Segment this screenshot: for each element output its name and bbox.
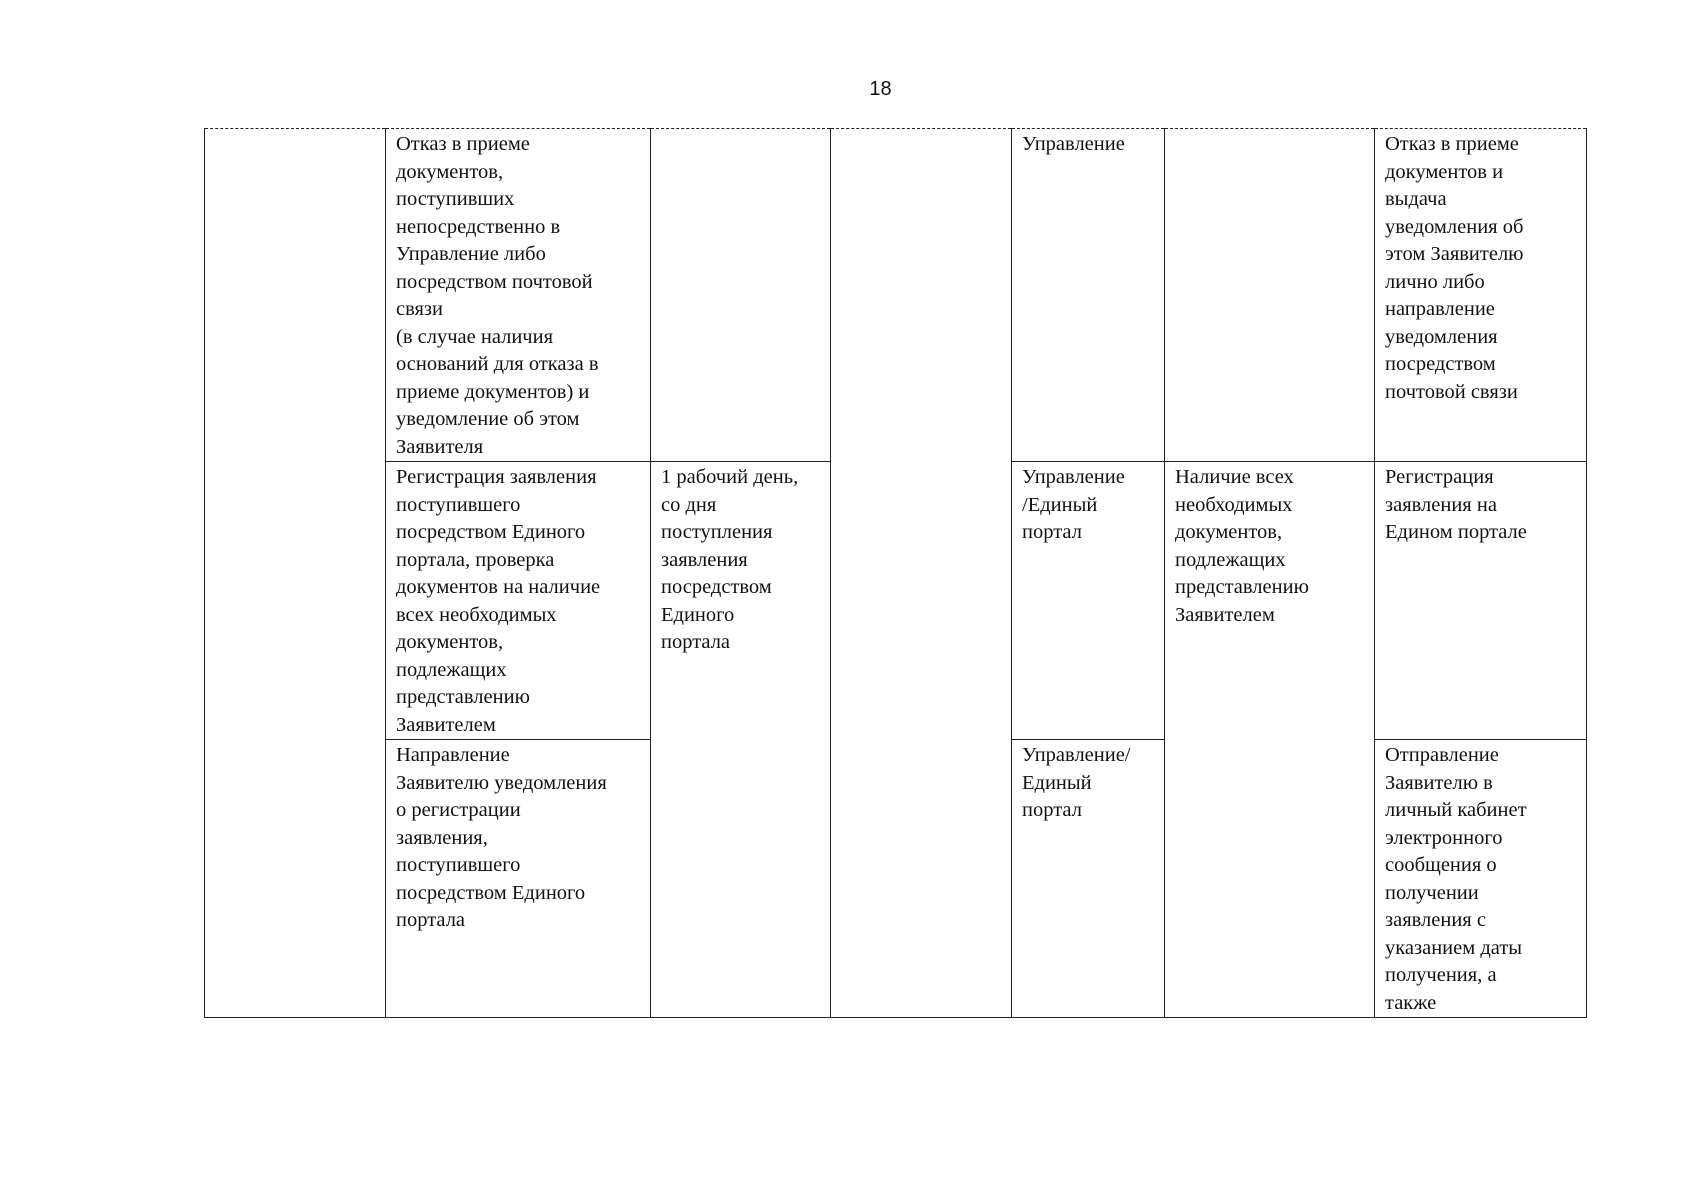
official-cell bbox=[831, 129, 1012, 1018]
result-cell: Отправление Заявителю в личный кабинет электронного сообщения о получении заявления с указанием даты получения, а также bbox=[1375, 740, 1587, 1018]
criteria-cell: Наличие всех необходимых документов, подлежащих представлению Заявителем bbox=[1165, 462, 1375, 1018]
action-cell: Направление Заявителю уведомления о регистрации заявления, поступившего посредством Единого портала bbox=[386, 740, 651, 1018]
procedure-table bbox=[204, 128, 1587, 1018]
criteria-cell bbox=[1165, 129, 1375, 462]
action-cell: Регистрация заявления поступившего посредством Единого портала, проверка документов на наличие всех необходимых документов, подлежащих представлению Заявителем bbox=[386, 462, 651, 740]
basis-cell bbox=[205, 129, 386, 1018]
action-cell: Отказ в приеме документов, поступивших непосредственно в Управление либо посредством почтовой связи (в случае наличия оснований для отказа в приеме документов) и уведомление об этом Заявителя bbox=[386, 129, 651, 462]
term-cell bbox=[651, 129, 831, 462]
term-cell: 1 рабочий день, со дня поступления заявления посредством Единого портала bbox=[651, 462, 831, 1018]
result-cell: Регистрация заявления на Едином портале bbox=[1375, 462, 1587, 740]
page-number: 18 bbox=[869, 78, 892, 100]
result-cell: Отказ в приеме документов и выдача уведомления об этом Заявителю лично либо направление уведомления посредством почтовой связи bbox=[1375, 129, 1587, 462]
responsible-cell: Управление bbox=[1012, 129, 1165, 462]
table-row bbox=[205, 129, 1587, 462]
responsible-cell: Управление/ Единый портал bbox=[1012, 740, 1165, 1018]
responsible-cell: Управление /Единый портал bbox=[1012, 462, 1165, 740]
